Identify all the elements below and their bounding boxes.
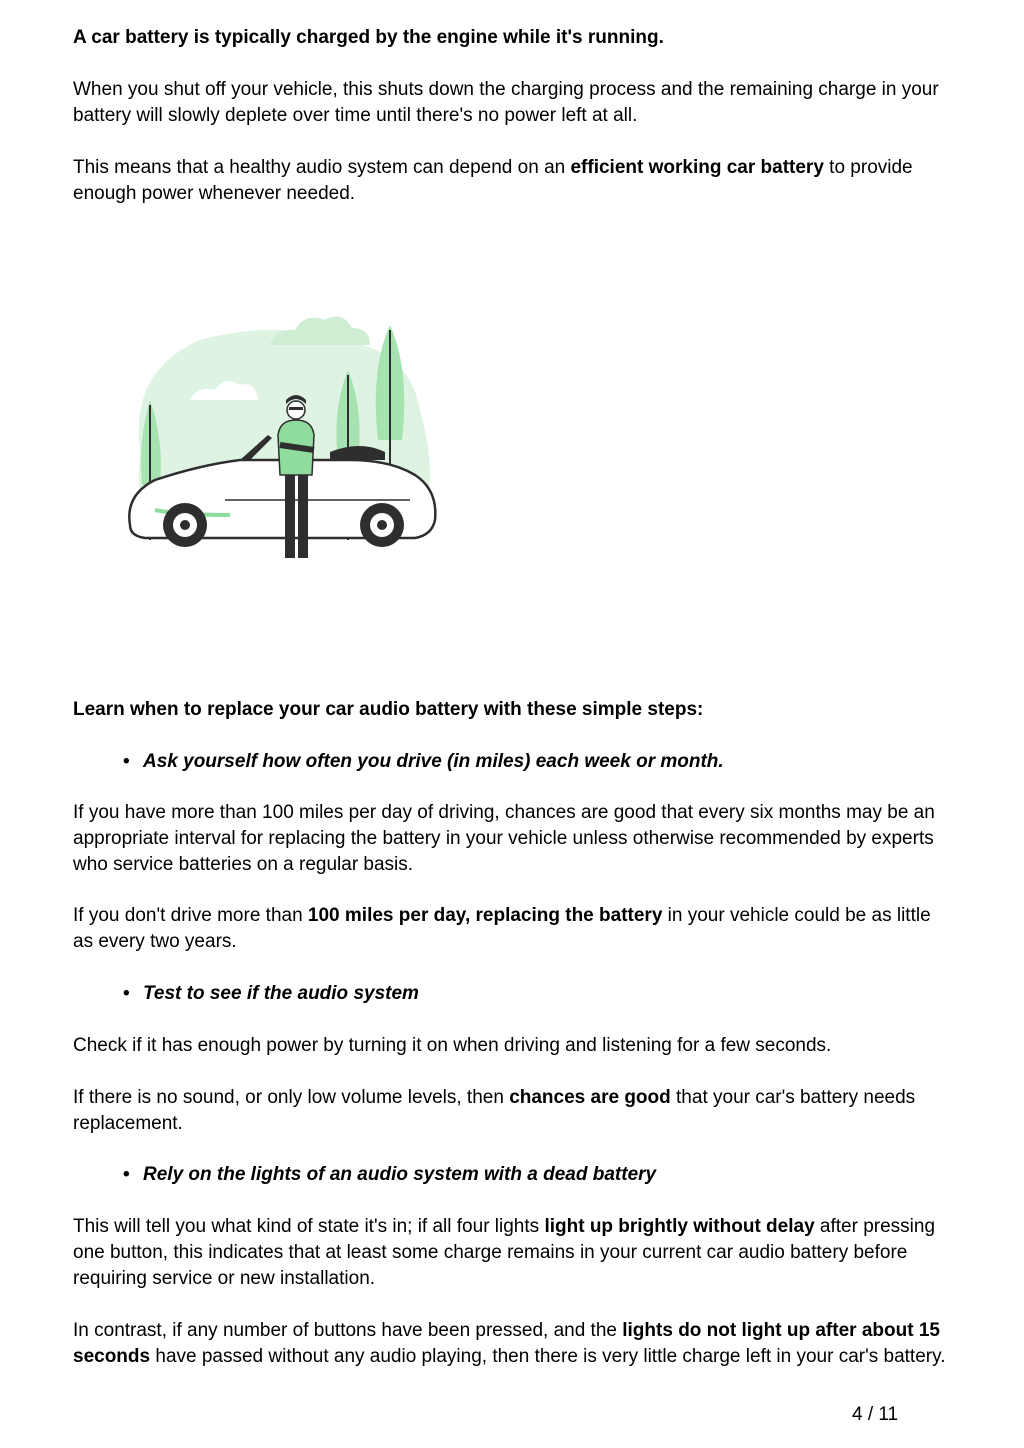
bullet-icon: • (123, 983, 130, 1004)
bullet-item-lights: • Rely on the lights of an audio system with a dead battery (123, 1162, 656, 1188)
intro-heading: A car battery is typically charged by the engine while it's running. (73, 27, 664, 48)
paragraph-no-sound: If there is no sound, or only low volume levels, then chances are good that your car's battery needs replacement. (73, 1087, 916, 1134)
paragraph-charging: When you shut off your vehicle, this shuts down the charging process and the remaining charge in your battery will slowly deplete over time until there's no power left at all. (73, 79, 939, 126)
paragraph-healthy-audio: This means that a healthy audio system can depend on an efficient working car battery to provide enough power whenever needed. (73, 157, 913, 204)
paragraph-contrast: In contrast, if any number of buttons have been pressed, and the lights do not light up after about 15 seconds have passed without any audio playing, then there is very little charge left in your car's battery. (73, 1320, 946, 1367)
paragraph-check-power: Check if it has enough power by turning it on when driving and listening for a few seconds. (73, 1035, 832, 1056)
page-number: 4 / 11 (852, 1404, 899, 1425)
paragraph-four-lights: This will tell you what kind of state it's in; if all four lights light up brightly without delay after pressing one button, this indicates that at least some charge remains in your current car audio battery before requiring service or new installation. (73, 1216, 936, 1289)
bullet-icon: • (123, 1164, 130, 1185)
man-with-convertible-car-illustration (120, 300, 450, 570)
bullet-item-test-audio: • Test to see if the audio system (123, 981, 419, 1007)
steps-heading: Learn when to replace your car audio battery with these simple steps: (73, 699, 704, 720)
bullet-icon: • (123, 751, 130, 772)
paragraph-six-months: If you have more than 100 miles per day of driving, chances are good that every six months may be an appropriate interval for replacing the battery in your vehicle unless otherwise recommended by experts who service batteries on a regular basis. (73, 802, 935, 875)
bullet-item-drive-frequency: • Ask yourself how often you drive (in miles) each week or month. (123, 749, 724, 775)
paragraph-two-years: If you don't drive more than 100 miles per day, replacing the battery in your vehicle could be as little as every two years. (73, 905, 931, 952)
